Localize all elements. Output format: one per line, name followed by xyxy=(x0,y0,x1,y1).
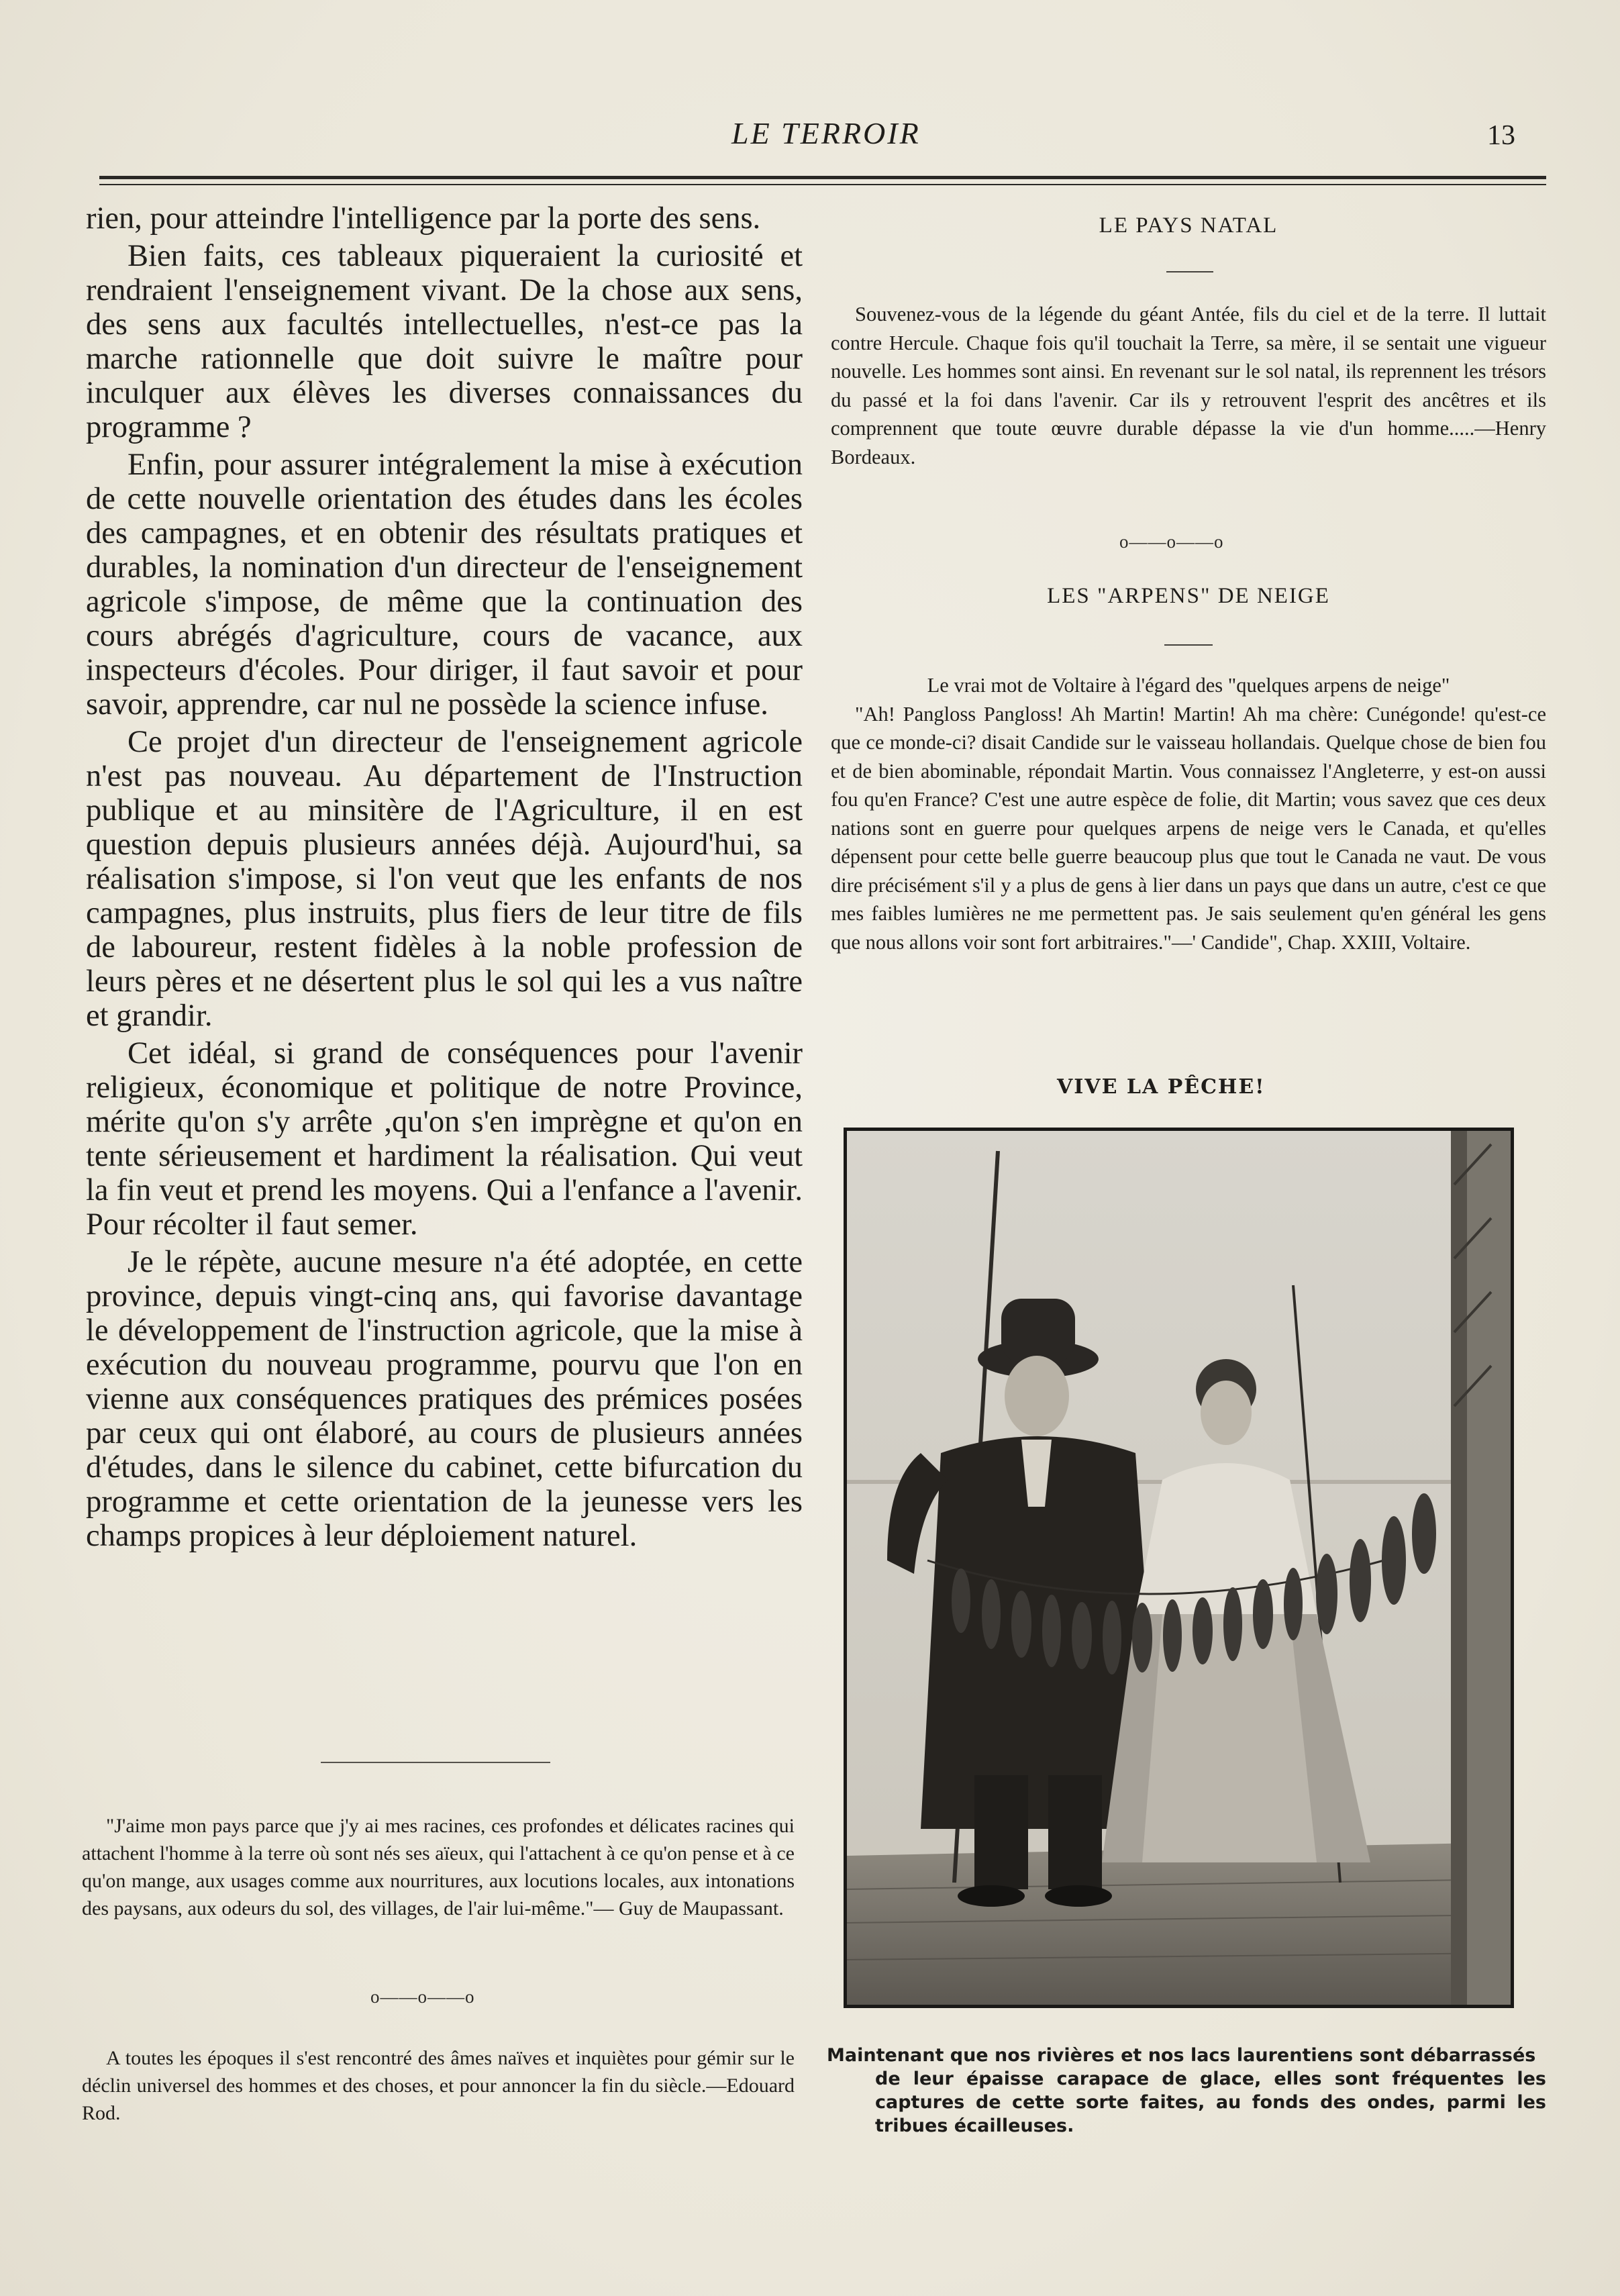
pays-natal-text xyxy=(831,300,1546,471)
article-paragraph: Enfin, pour assurer intégralement la mise à exécution de cette nouvelle orientation des études dans les écoles des campagnes, et en obtenir des résultats pratiques et durables, la nomination d'un directeur de l'enseignement agricole s'impose, de même que la continuation des cours abrégés d'agriculture, cours de vacance, aux inspecteurs d'écoles. Pour diriger, il faut savoir et pour savoir, apprendre, car nul ne possède la science infuse. xyxy=(86,448,803,721)
quote-text: A toutes les époques il s'est rencontré des âmes naïves et inquiètes pour gémir sur le déclin universel des hommes et des choses, et pour annoncer la fin du siècle.—Edouard Rod. xyxy=(82,2047,795,2124)
article-paragraph: Bien faits, ces tableaux piqueraient la curiosité et rendraient l'enseignement vivant. De la chose aux sens, des sens aux facultés intellectuelles, n'est-ce pas la marche rationnelle que doit suivre le maître pour inculquer aux élèves les diverses connaissances du programme ? xyxy=(86,239,803,444)
rod-quote xyxy=(82,2044,795,2127)
short-rule xyxy=(1164,644,1213,646)
article-paragraph: Ce projet d'un directeur de l'enseignement agricole n'est pas nouveau. Au département de l'Instruction publique et au minsitère de l'Agriculture, il en est question depuis plusieurs années déjà. Aujourd'hui, sa réalisation s'impose, si l'on veut que les enfants de nos campagnes, plus instruits, plus fiers de leur titre de fils de laboureur, restent fidèles à la noble profession de leurs pères et ne désertent plus le sol qui les a vus naître et grandir. xyxy=(86,725,803,1033)
photo-caption xyxy=(827,2044,1546,2138)
fishing-photograph xyxy=(844,1128,1514,2008)
photo-heading: VIVE LA PÊCHE! xyxy=(1057,1075,1266,1099)
pays-natal-paragraph: Souvenez-vous de la légende du géant Antée, fils du ciel et de la terre. Il luttait contre Hercule. Chaque fois qu'il touchait la Terre, sa mère, il se sentait une vigueur nouvelle. Les hommes sont ainsi. En revenant sur le sol natal, ils reprennent les trésors du passé et la foi dans l'avenir. Car ils y retrouvent l'esprit des ancêtres et ils comprennent que toute œuvre durable dépasse la vie d'un homme.....—Henry Bordeaux. xyxy=(831,303,1546,468)
short-rule xyxy=(1166,271,1213,272)
article-paragraph: Cet idéal, si grand de conséquences pour l'avenir religieux, économique et politique de notre Province, mérite qu'on s'y arrête ,qu'on s'en imprègne et qu'on en tente sérieusement et hardiment la réalisation. Qui veut la fin veut et prend les moyens. Qui a l'enfance a l'avenir. Pour récolter il faut semer. xyxy=(86,1036,803,1242)
header-rule xyxy=(99,176,1546,179)
arpens-intro: Le vrai mot de Voltaire à l'égard des "quelques arpens de neige" xyxy=(927,674,1450,697)
arpens-text xyxy=(831,671,1546,956)
fishing-photo-image xyxy=(847,1131,1511,2005)
ornament-separator: o——o——o xyxy=(370,1987,475,2007)
caption-lead: Maintenant que nos rivières et nos lacs laurentiens sont débarrassés xyxy=(827,2045,1536,2066)
quote-text: "J'aime mon pays parce que j'y ai mes racines, ces profondes et délicates racines qui attachent l'homme à la terre où sont nés ses aïeux, qui l'attachent à ce qu'on pense et à ce qu'on mange, aux usages comme aux nourritures, aux locutions locales, aux intonations des paysans, aux odeurs du sol, des villages, de l'air lui-même."— Guy de Maupassant. xyxy=(82,1815,795,1919)
main-article xyxy=(86,201,803,1556)
article-paragraph: rien, pour atteindre l'intelligence par la porte des sens. xyxy=(86,201,761,236)
article-paragraph: Je le répète, aucune mesure n'a été adoptée, en cette province, depuis vingt-cinq ans, qui favorise davantage le développement de l'instruction agricole, que la mise à exécution du nouveau programme, pourvu que l'on en vienne aux conséquences pratiques des prémices posées par ceux qui ont élaboré, au cours de plusieurs années d'études, dans le silence du cabinet, cette bifurcation du programme et cette orientation de la jeunesse vers les champs propices à leur déploiement naturel. xyxy=(86,1245,803,1553)
ornament-separator: o——o——o xyxy=(1119,532,1224,552)
page-number: 13 xyxy=(1487,120,1515,151)
maupassant-quote xyxy=(82,1812,795,1922)
running-head: LE TERROIR xyxy=(731,116,921,150)
arpens-paragraph: "Ah! Pangloss Pangloss! Ah Martin! Martin! Ah ma chère: Cunégonde! qu'est-ce que ce monde-ci? disait Candide sur le vaisseau hollandais. Quelque chose de bien fou et de bien abominable, répondait Martin. Vous connaissez l'Angleterre, y est-on aussi fou qu'en France? C'est une autre espèce de folie, dit Martin; vous savez que ces deux nations sont en guerre pour quelques arpens de neige vers le Canada, et qu'elles dépensent pour cette belle guerre beaucoup plus que tout le Canada ne vaut. De vous dire précisément s'il y a plus de gens à lier dans un pays que dans un autre, c'est ce que mes faibles lumières ne me permettent pas. Je sais seulement qu'en général les gens que nous allons voir sont fort arbitraires."—' Candide", Chap. XXIII, Voltaire. xyxy=(831,702,1546,954)
arpens-heading: LES "ARPENS" DE NEIGE xyxy=(1047,584,1330,608)
section-divider xyxy=(321,1762,550,1763)
pays-natal-heading: LE PAYS NATAL xyxy=(1099,213,1278,238)
header-rule-thin xyxy=(99,184,1546,185)
caption-rest: de leur épaisse carapace de glace, elles sont fréquentes les captures de cette sorte faites, au fonds des ondes, parmi les tribues écailleuses. xyxy=(875,2068,1546,2136)
